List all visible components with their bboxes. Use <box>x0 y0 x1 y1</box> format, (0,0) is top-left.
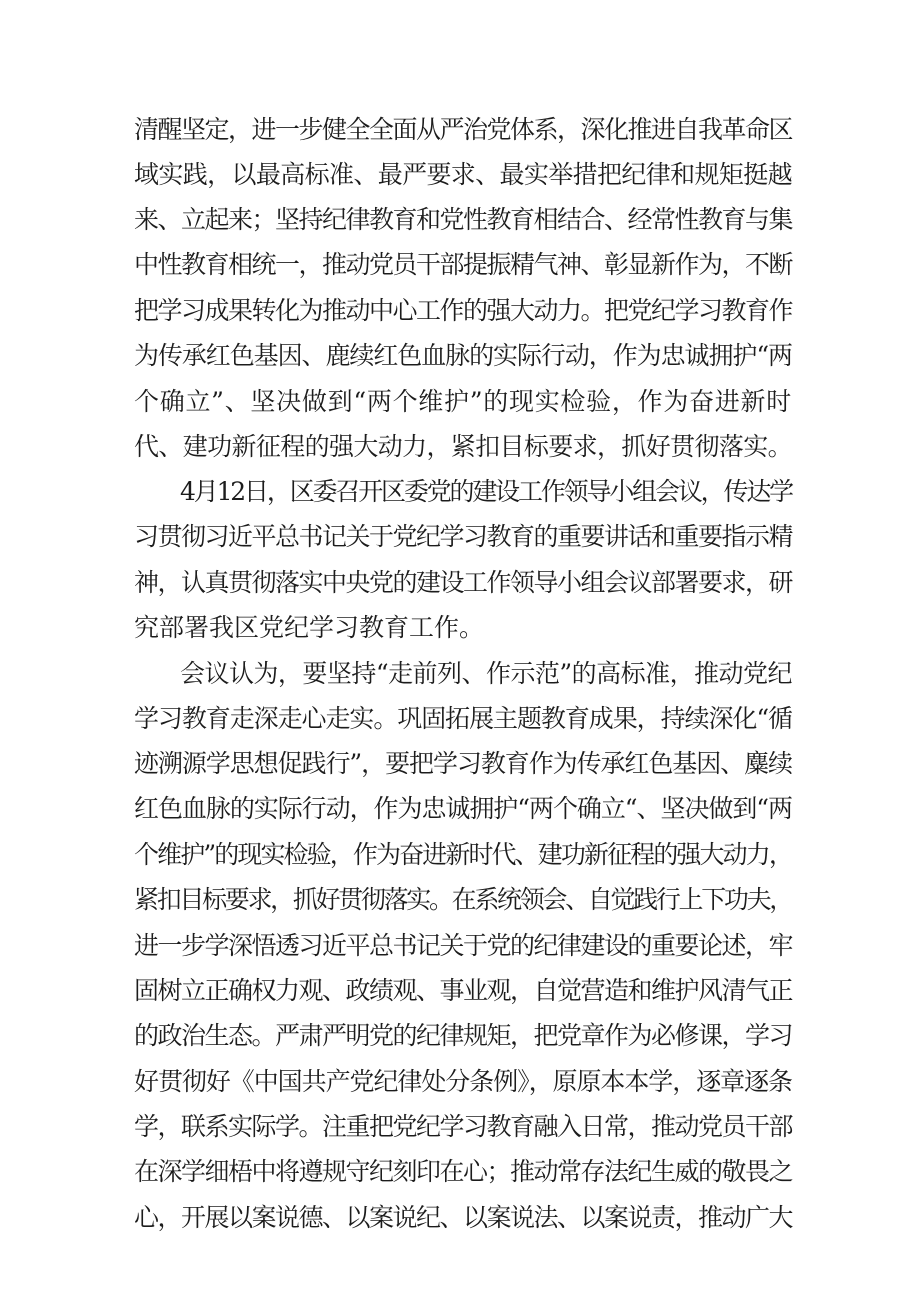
line-text: 心，开展以案说德、以案说纪、以案说法、以案说责，推动广大 <box>134 1203 792 1232</box>
text-line <box>0 153 920 197</box>
line-text: 来、立起来；坚持纪律教育和党性教育相结合、经常性教育与集 <box>134 205 792 234</box>
text-line <box>0 652 920 696</box>
text-line <box>0 1060 920 1104</box>
line-text: 把学习成果转化为推动中心工作的强大动力。把党纪学习教育作 <box>134 296 792 325</box>
text-line <box>0 515 920 559</box>
text-line <box>0 878 920 922</box>
line-text: 在深学细梧中将遵规守纪刻印在心；推动常存法纪生威的敬畏之 <box>134 1157 792 1186</box>
line-text: 为传承红色基因、鹿续红色血脉的实际行动，作为忠诚拥护“两 <box>134 341 792 370</box>
line-text: 习贯彻习近平总书记关于党纪学习教育的重要讲话和重要指示精 <box>134 522 792 551</box>
text-line <box>0 1105 920 1149</box>
line-text: 个维护”的现实检验，作为奋进新时代、建功新征程的强大动力， <box>134 840 792 869</box>
line-text: 迹溯源学思想促践行”，要把学习教育作为传承红色基因、麋续 <box>134 749 792 778</box>
line-text: 究部署我区党纪学习教育工作。 <box>134 613 485 642</box>
line-text: 红色血脉的实际行动，作为忠诚拥护“两个确立“、坚决做到“两 <box>134 794 792 823</box>
line-text: 会议认为，要坚持“走前列、作示范”的高标准，推动党纪 <box>180 659 792 688</box>
text-line <box>0 425 920 469</box>
line-text: 域实践，以最高标准、最严要求、最实举措把纪律和规矩挺越 <box>134 160 792 189</box>
line-text: 的政治生态。严肃严明党的纪律规矩，把党章作为必修课，学习 <box>134 1021 792 1050</box>
line-text: 代、建功新征程的强大动力，紧扣目标要求，抓好贯彻落实。 <box>134 432 792 461</box>
line-text: 中性教育相统一，推动党员干部提振精气神、彰显新作为，不断 <box>134 250 792 279</box>
text-line <box>0 833 920 877</box>
text-line <box>0 334 920 378</box>
text-line <box>0 243 920 287</box>
line-text: 清醒坚定，进一步健全全面从严治党体系，深化推进自我革命区 <box>134 115 792 144</box>
line-text: 神，认真贯彻落实中央党的建设工作领导小组会议部署要求，研 <box>134 568 792 597</box>
text-line <box>0 380 920 424</box>
line-text: 紧扣目标要求，抓好贯彻落实。在系统领会、自觉践行上下功夫， <box>134 885 792 914</box>
text-line <box>0 697 920 741</box>
text-line <box>0 924 920 968</box>
text-line <box>0 470 920 514</box>
text-line <box>0 289 920 333</box>
line-text: 4月12日，区委召开区委党的建设工作领导小组会议，传达学 <box>180 477 792 506</box>
text-line <box>0 198 920 242</box>
text-line <box>0 1196 920 1240</box>
text-line <box>0 1150 920 1194</box>
text-line <box>0 969 920 1013</box>
line-text: 个确立”、坚决做到“两个维护”的现实检验，作为奋进新时 <box>134 387 792 416</box>
text-line <box>0 1014 920 1058</box>
text-line <box>0 108 920 152</box>
line-text: 学，联系实际学。注重把党纪学习教育融入日常，推动党员干部 <box>134 1112 792 1141</box>
line-text: 进一步学深悟透习近平总书记关于党的纪律建设的重要论述，牢 <box>134 931 792 960</box>
line-text: 学习教育走深走心走实。巩固拓展主题教育成果，持续深化“循 <box>134 704 792 733</box>
line-text: 固树立正确权力观、政绩观、事业观，自觉营造和维护风清气正 <box>134 976 792 1005</box>
text-line <box>0 606 920 650</box>
text-line <box>0 742 920 786</box>
text-line <box>0 787 920 831</box>
line-text: 好贯彻好《中国共产党纪律处分条例》，原原本本学，逐章逐条 <box>134 1067 792 1096</box>
text-line <box>0 561 920 605</box>
